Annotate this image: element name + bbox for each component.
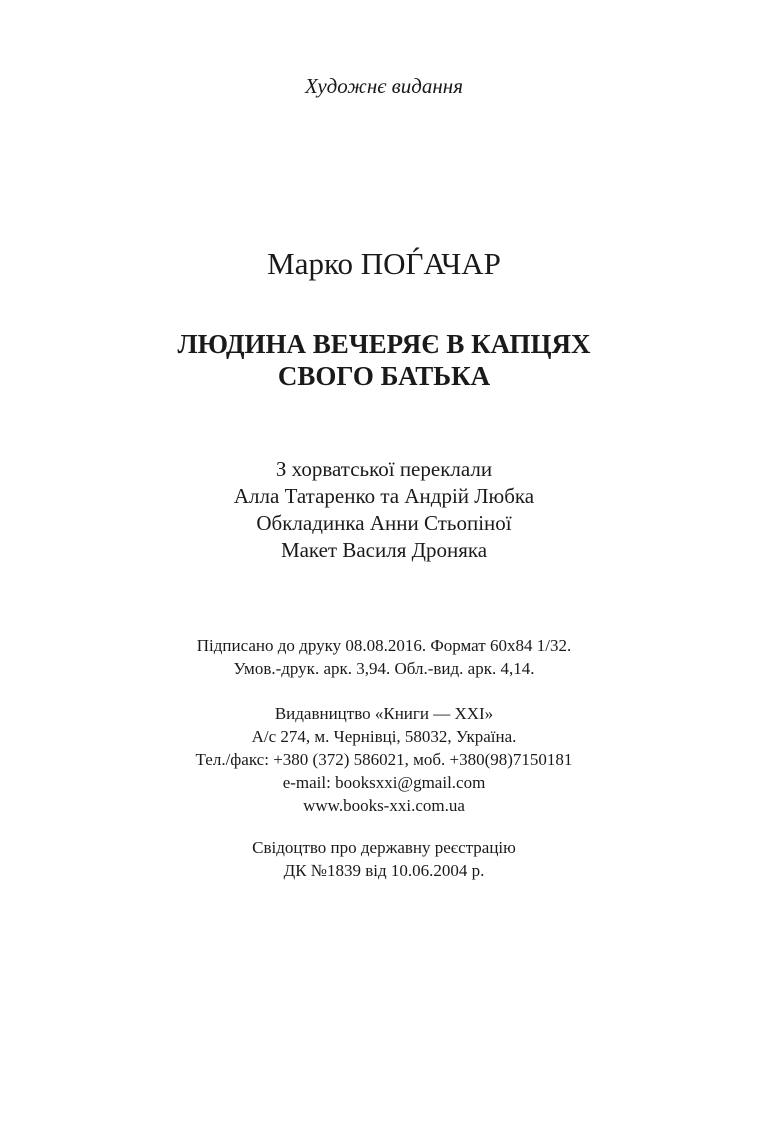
print-info-block	[0, 634, 768, 680]
translators-credit: Алла Татаренко та Андрій Любка	[233, 484, 535, 508]
publisher-website: www.books-xxi.com.ua	[303, 796, 465, 815]
publisher-address: А/с 274, м. Чернівці, 58032, Україна.	[251, 727, 517, 746]
layout-credit: Макет Василя Дроняка	[280, 538, 488, 562]
cover-credit: Обкладинка Анни Стьопіної	[256, 511, 512, 535]
publisher-email: e-mail: booksxxi@gmail.com	[282, 773, 486, 792]
book-title	[0, 328, 768, 392]
author-name: Марко ПОЃАЧАР	[267, 246, 501, 281]
book-title-line-2: СВОГО БАТЬКА	[277, 361, 491, 391]
credits-block	[0, 456, 768, 564]
publisher-block	[0, 702, 768, 817]
translation-credit: З хорватської переклали	[275, 457, 493, 481]
registration-line-1: Свідоцтво про державну реєстрацію	[252, 838, 516, 857]
genre-label: Художнє видання	[305, 74, 463, 98]
publisher-phone: Тел./факс: +380 (372) 586021, моб. +380(98)7150181	[195, 750, 573, 769]
publisher-name: Видавництво «Книги — XXI»	[274, 704, 494, 723]
book-title-line-1: ЛЮДИНА ВЕЧЕРЯЄ В КАПЦЯХ	[177, 329, 591, 359]
print-signed-line: Підписано до друку 08.08.2016. Формат 60х84 1/32.	[196, 636, 572, 655]
registration-block	[0, 836, 768, 882]
print-sheets-line: Умов.-друк. арк. 3,94. Обл.-вид. арк. 4,14.	[233, 659, 535, 678]
registration-line-2: ДК №1839 від 10.06.2004 р.	[283, 861, 485, 880]
